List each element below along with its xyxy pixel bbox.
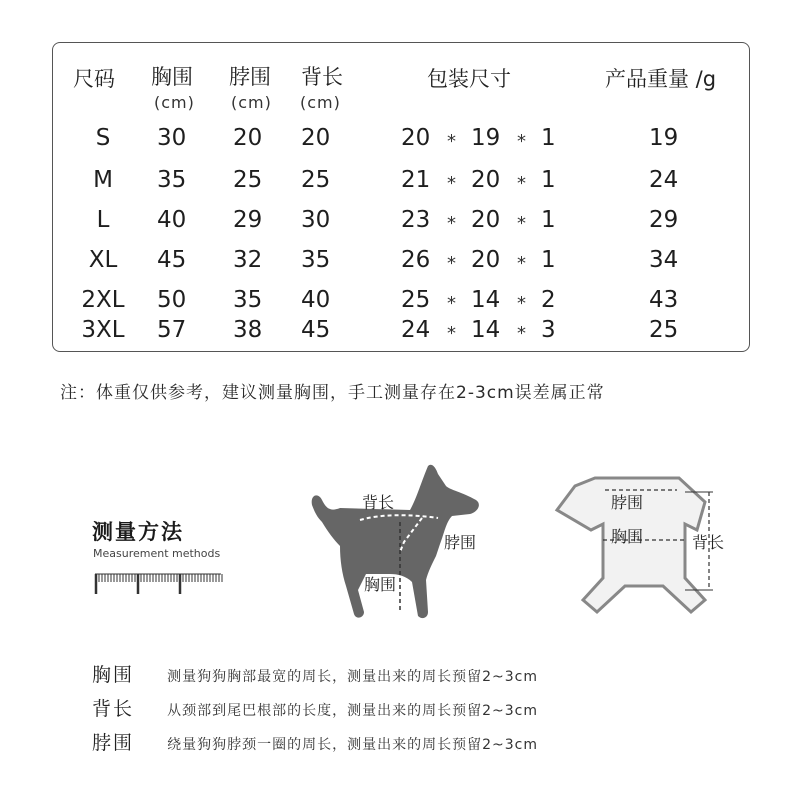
ruler-icon	[93, 566, 225, 596]
cell-size: 2XL	[81, 287, 125, 313]
cell-package-width: 20	[471, 207, 501, 233]
dog-chest-label: 胸围	[364, 575, 397, 594]
header-weight: 产品重量 /g	[605, 67, 717, 91]
unit-back: (cm)	[300, 93, 341, 112]
cell-neck: 25	[233, 167, 263, 193]
cell-chest: 57	[157, 317, 187, 343]
description-term: 背长	[92, 698, 135, 720]
size-table	[52, 42, 750, 352]
cell-neck: 20	[233, 125, 263, 151]
cell-size: 3XL	[81, 317, 125, 343]
unit-chest: (cm)	[154, 93, 195, 112]
dog-back-label: 背长	[362, 493, 395, 512]
description-chest	[92, 660, 538, 687]
description-back	[92, 694, 538, 721]
cell-back: 20	[301, 125, 331, 151]
cell-neck: 32	[233, 247, 263, 273]
cell-package-height: 2	[541, 287, 556, 313]
cell-size: M	[93, 167, 113, 193]
cell-package-length: 21	[401, 167, 431, 193]
cell-chest: 45	[157, 247, 187, 273]
cell-weight: 25	[649, 317, 679, 343]
multiply-sign: *	[517, 253, 526, 274]
description-neck	[92, 728, 538, 755]
garment-back-label: 背长	[692, 533, 725, 552]
cell-weight: 24	[649, 167, 679, 193]
cell-neck: 35	[233, 287, 263, 313]
description-term: 胸围	[92, 664, 135, 686]
garment-chest-label: 胸围	[611, 527, 644, 546]
cell-package-length: 23	[401, 207, 431, 233]
multiply-sign: *	[447, 173, 456, 194]
cell-weight: 43	[649, 287, 679, 313]
cell-chest: 35	[157, 167, 187, 193]
header-chest: 胸围	[151, 65, 193, 89]
multiply-sign: *	[447, 293, 456, 314]
cell-chest: 50	[157, 287, 187, 313]
multiply-sign: *	[447, 131, 456, 152]
cell-size: S	[95, 125, 111, 151]
cell-package-height: 3	[541, 317, 556, 343]
method-title: 测量方法	[92, 520, 184, 544]
cell-back: 25	[301, 167, 331, 193]
cell-package-length: 25	[401, 287, 431, 313]
cell-package-length: 20	[401, 125, 431, 151]
cell-package-width: 20	[471, 247, 501, 273]
multiply-sign: *	[447, 323, 456, 344]
cell-package-height: 1	[541, 167, 556, 193]
multiply-sign: *	[517, 131, 526, 152]
multiply-sign: *	[447, 213, 456, 234]
cell-chest: 40	[157, 207, 187, 233]
header-back: 背长	[301, 65, 343, 89]
header-neck: 脖围	[229, 65, 271, 89]
cell-package-height: 1	[541, 247, 556, 273]
cell-chest: 30	[157, 125, 187, 151]
method-subtitle: Measurement methods	[93, 547, 221, 560]
multiply-sign: *	[447, 253, 456, 274]
garment-neck-label: 脖围	[611, 493, 644, 512]
measurement-note: 注：体重仅供参考，建议测量胸围，手工测量存在2-3cm误差属正常	[60, 383, 605, 403]
cell-package-height: 1	[541, 207, 556, 233]
header-size: 尺码	[73, 67, 115, 91]
cell-back: 30	[301, 207, 331, 233]
cell-back: 35	[301, 247, 331, 273]
cell-neck: 38	[233, 317, 263, 343]
cell-weight: 29	[649, 207, 679, 233]
cell-package-width: 19	[471, 125, 501, 151]
cell-package-width: 14	[471, 287, 501, 313]
cell-package-length: 24	[401, 317, 431, 343]
unit-neck: (cm)	[231, 93, 272, 112]
multiply-sign: *	[517, 293, 526, 314]
cell-package-height: 1	[541, 125, 556, 151]
cell-weight: 19	[649, 125, 679, 151]
multiply-sign: *	[517, 323, 526, 344]
description-text: 绕量狗狗脖颈一圈的周长，测量出来的周长预留2~3cm	[167, 737, 538, 753]
cell-package-length: 26	[401, 247, 431, 273]
cell-weight: 34	[649, 247, 679, 273]
description-text: 从颈部到尾巴根部的长度，测量出来的周长预留2~3cm	[167, 703, 538, 719]
description-text: 测量狗狗胸部最宽的周长，测量出来的周长预留2~3cm	[167, 669, 538, 685]
cell-size: L	[96, 207, 110, 233]
cell-neck: 29	[233, 207, 263, 233]
cell-back: 45	[301, 317, 331, 343]
header-package: 包装尺寸	[427, 67, 511, 91]
cell-package-width: 20	[471, 167, 501, 193]
cell-package-width: 14	[471, 317, 501, 343]
multiply-sign: *	[517, 213, 526, 234]
multiply-sign: *	[517, 173, 526, 194]
description-term: 脖围	[92, 732, 135, 754]
cell-size: XL	[88, 247, 118, 273]
dog-neck-label: 脖围	[444, 533, 477, 552]
cell-back: 40	[301, 287, 331, 313]
